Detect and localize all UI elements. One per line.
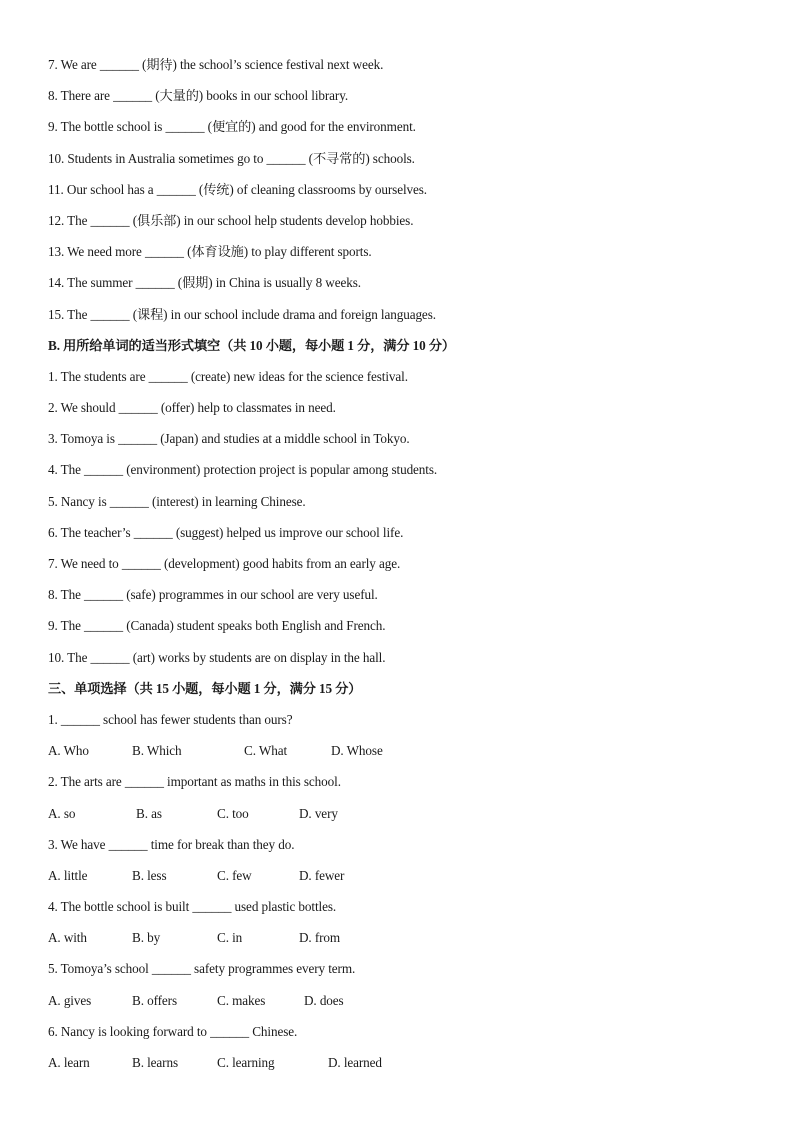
option-a: A. so (48, 805, 76, 821)
sec-a-item-11: 11. Our school has a ______ (传统) of cleaning classrooms by ourselves. (48, 181, 428, 197)
mc-question-3-stem: 3. We have ______ time for break than they do. (48, 836, 295, 852)
option-b: B. less (132, 867, 167, 883)
mc-question-4-options (48, 927, 748, 958)
option-b: B. as (136, 805, 162, 821)
sec-b-item-1: 1. The students are ______ (create) new ideas for the science festival. (48, 368, 408, 384)
mc-question-2-options (48, 803, 748, 834)
sec-a-item-12: 12. The ______ (俱乐部) in our school help students develop hobbies. (48, 212, 414, 228)
option-a: A. learn (48, 1055, 90, 1070)
option-c: C. learning (217, 1055, 275, 1070)
option-a: A. Who (48, 743, 89, 759)
mc-question-4-stem: 4. The bottle school is built ______ used plastic bottles. (48, 899, 337, 915)
exam-page (48, 54, 748, 1083)
mc-question-1-stem: 1. ______ school has fewer students than ours? (48, 711, 293, 727)
sec-a-item-13: 13. We need more ______ (体育设施) to play different sports. (48, 244, 372, 260)
sec-a-item-14: 14. The summer ______ (假期) in China is usually 8 weeks. (48, 275, 361, 291)
sec-a-item-15: 15. The ______ (课程) in our school include drama and foreign languages. (48, 306, 436, 322)
option-b: B. offers (132, 992, 178, 1008)
mc-question-6-stem: 6. Nancy is looking forward to ______ Chinese. (48, 1023, 298, 1039)
option-d: D. from (299, 930, 341, 946)
sec-b-item-4: 4. The ______ (environment) protection project is popular among students. (48, 462, 438, 478)
mc-question-3-options (48, 865, 748, 896)
option-b: B. by (132, 930, 161, 946)
sec-a-item-10: 10. Students in Australia sometimes go to ______ (不寻常的) schools. (48, 150, 415, 166)
option-d: D. fewer (299, 867, 345, 883)
sec-b-item-3: 3. Tomoya is ______ (Japan) and studies at a middle school in Tokyo. (48, 431, 410, 447)
option-c: C. makes (217, 992, 266, 1008)
option-c: C. in (217, 930, 243, 946)
option-a: A. gives (48, 992, 92, 1008)
sec-b-item-5: 5. Nancy is ______ (interest) in learning Chinese. (48, 493, 306, 509)
section-3-heading: 三、单项选择（共 15 小题，每小题 1 分，满分 15 分） (48, 680, 362, 696)
mc-question-6-options (48, 1052, 748, 1083)
option-d: D. learned (328, 1055, 382, 1070)
option-b: B. Which (132, 743, 182, 759)
sec-b-item-8: 8. The ______ (safe) programmes in our school are very useful. (48, 587, 378, 603)
mc-question-5-stem: 5. Tomoya’s school ______ safety programmes every term. (48, 961, 356, 977)
option-d: D. very (299, 805, 338, 821)
sec-a-item-7: 7. We are ______ (期待) the school’s science festival next week. (48, 57, 384, 72)
sec-b-item-6: 6. The teacher’s ______ (suggest) helped us improve our school life. (48, 524, 404, 540)
section-b-heading: B. 用所给单词的适当形式填空（共 10 小题，每小题 1 分，满分 10 分） (48, 337, 456, 353)
option-c: C. few (217, 867, 252, 883)
mc-question-2-stem: 2. The arts are ______ important as maths in this school. (48, 774, 341, 790)
sec-b-item-10: 10. The ______ (art) works by students are on display in the hall. (48, 649, 386, 665)
sec-b-item-7: 7. We need to ______ (development) good habits from an early age. (48, 556, 401, 571)
sec-a-item-8: 8. There are ______ (大量的) books in our school library. (48, 88, 349, 104)
mc-question-5-options (48, 990, 748, 1021)
mc-question-1-options (48, 740, 748, 771)
sec-b-item-2: 2. We should ______ (offer) help to classmates in need. (48, 400, 336, 416)
option-a: A. with (48, 930, 87, 946)
option-d: D. does (304, 992, 344, 1008)
option-c: C. too (217, 805, 249, 821)
sec-a-item-9: 9. The bottle school is ______ (便宜的) and good for the environment. (48, 119, 416, 135)
option-b: B. learns (132, 1055, 178, 1070)
option-a: A. little (48, 867, 88, 883)
option-c: C. What (244, 743, 288, 759)
sec-b-item-9: 9. The ______ (Canada) student speaks both English and French. (48, 618, 386, 634)
option-d: D. Whose (331, 743, 383, 759)
